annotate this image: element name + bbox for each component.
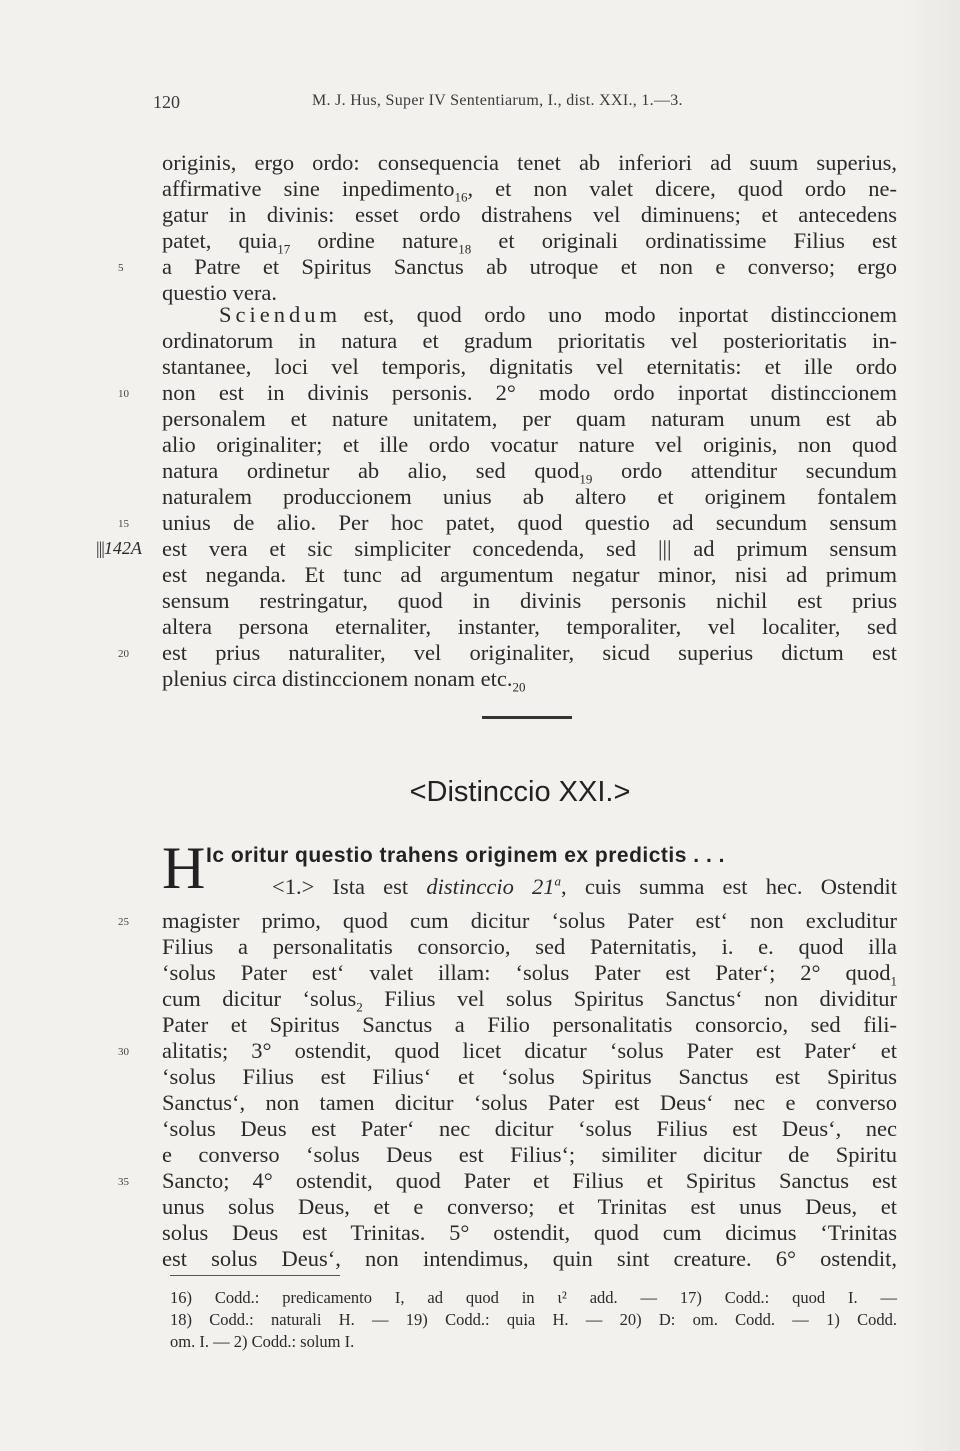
drop-cap: H bbox=[162, 835, 206, 901]
summary-line-1: <1.> Ista est distinccio 21$^a$, cuis summa est hec. Ostendit bbox=[272, 873, 897, 899]
body-line-20: est prius naturaliter, vel originaliter, sicud superius dictum est bbox=[162, 640, 897, 665]
line-number-20: 20 bbox=[118, 648, 129, 660]
footnote-line-1: 16) Codd.: predicamento I, ad quod in ι² add. — 17) Codd.: quod I. — bbox=[170, 1288, 897, 1307]
summary-line-10: ‘solus Deus est Pater‘ nec dicitur ‘solus Filius est Deus‘, nec bbox=[162, 1116, 897, 1141]
line-number-30: 30 bbox=[118, 1046, 129, 1058]
body-line-18: sensum restringatur, quod in divinis personis nichil est prius bbox=[162, 588, 897, 613]
page-edge-shadow bbox=[900, 0, 960, 1451]
running-head: M. J. Hus, Super IV Sententiarum, I., dist. XXI., 1.—3. bbox=[312, 92, 683, 109]
summary-line-5: cum dicitur ‘solus$_2$ Filius vel solus Spiritus Sanctus‘ non dividitur bbox=[162, 986, 897, 1015]
footnote-line-3: om. I. — 2) Codd.: solum I. bbox=[170, 1332, 355, 1351]
summary-line-6: Pater et Spiritus Sanctus a Filio personalitatis consorcio, sed fili- bbox=[162, 1012, 897, 1037]
body-line-14: naturalem produccionem unius ab altero et originem fontalem bbox=[162, 484, 897, 509]
summary-line-11: e converso ‘solus Deus est Filius‘; similiter dicitur de Spiritu bbox=[162, 1142, 897, 1167]
summary-line-15: est solus Deus‘, non intendimus, quin sint creature. 6° ostendit, bbox=[162, 1246, 897, 1271]
body-line-6: questio vera. bbox=[162, 280, 277, 305]
summary-line-4: ‘solus Pater est‘ valet illam: ‘solus Pater est Pater‘; 2° quod$_1$ bbox=[162, 960, 897, 989]
body-line-8: ordinatorum in natura et gradum prioritatis vel posterioritatis in- bbox=[162, 328, 897, 353]
section-divider bbox=[482, 716, 572, 719]
line-number-10: 10 bbox=[118, 388, 129, 400]
summary-line-14: solus Deus est Trinitas. 5° ostendit, quod cum dicimus ‘Trinitas bbox=[162, 1220, 897, 1245]
page-number: 120 bbox=[153, 92, 180, 112]
page-header bbox=[0, 86, 960, 116]
body-line-2: affirmative sine inpedimento$_{16}$, et non valet dicere, quod ordo ne- bbox=[162, 176, 897, 205]
incipit-text: Ic oritur questio trahens originem ex predictis . . . bbox=[206, 844, 725, 867]
summary-line-13: unus solus Deus, et e converso; et Trinitas est unus Deus, et bbox=[162, 1194, 897, 1219]
body-line-16: est vera et sic simpliciter concedenda, sed ||| ad primum sensum bbox=[162, 536, 897, 561]
footnote-rule bbox=[170, 1275, 340, 1276]
section-title: <Distinccio XXI.> bbox=[409, 776, 631, 808]
body-line-7: Sciendum est, quod ordo uno modo inportat distinccionem bbox=[219, 302, 897, 327]
body-line-15: unius de alio. Per hoc patet, quod questio ad secundum sensum bbox=[162, 510, 897, 535]
body-line-3: gatur in divinis: esset ordo distrahens vel diminuens; et antecedens bbox=[162, 202, 897, 227]
body-line-4: patet, quia$_{17}$ ordine nature$_{18}$ et originali ordinatissime Filius est bbox=[162, 228, 898, 257]
body-line-17: est neganda. Et tunc ad argumentum negatur minor, nisi ad primum bbox=[162, 562, 897, 587]
body-line-12: alio originaliter; et ille ordo vocatur nature vel originis, non quod bbox=[162, 432, 897, 457]
summary-line-3: Filius a personalitatis consorcio, sed Paternitatis, i. e. quod illa bbox=[162, 934, 897, 959]
line-number-5: 5 bbox=[118, 262, 124, 274]
body-line-5: a Patre et Spiritus Sanctus ab utroque et non e converso; ergo bbox=[162, 254, 897, 279]
line-number-15: 15 bbox=[118, 518, 129, 530]
footnote-line-2: 18) Codd.: naturali H. — 19) Codd.: quia H. — 20) D: om. Codd. — 1) Codd. bbox=[170, 1310, 897, 1329]
body-line-11: personalem et nature unitatem, per quam naturam unum est ab bbox=[162, 406, 897, 431]
summary-line-7: alitatis; 3° ostendit, quod licet dicatur ‘solus Pater est Pater‘ et bbox=[162, 1038, 897, 1063]
body-line-21: plenius circa distinccionem nonam $etc._{20}$ bbox=[162, 666, 526, 695]
margin-folio-ref: |||142A bbox=[96, 538, 142, 558]
line-number-25: 25 bbox=[118, 916, 129, 928]
body-line-10: non est in divinis personis. 2° modo ordo inportat distinccionem bbox=[162, 380, 897, 405]
line-number-35: 35 bbox=[118, 1176, 129, 1188]
summary-line-2: magister primo, quod cum dicitur ‘solus Pater est‘ non excluditur bbox=[162, 908, 897, 933]
summary-line-9: Sanctus‘, non tamen dicitur ‘solus Pater est Deus‘ nec e converso bbox=[162, 1090, 897, 1115]
body-line-13: natura ordinetur ab alio, sed quod$_{19}$ ordo attenditur secundum bbox=[162, 458, 897, 487]
body-line-9: stantanee, loci vel temporis, dignitatis vel eternitatis: et ille ordo bbox=[162, 354, 897, 379]
body-line-1: originis, ergo ordo: consequencia tenet ab inferiori ad suum superius, bbox=[162, 150, 897, 175]
body-line-19: altera persona eternaliter, instanter, temporaliter, vel localiter, sed bbox=[162, 614, 897, 639]
summary-line-8: ‘solus Filius est Filius‘ et ‘solus Spiritus Sanctus est Spiritus bbox=[162, 1064, 897, 1089]
summary-line-12: Sancto; 4° ostendit, quod Pater et Filius et Spiritus Sanctus est bbox=[162, 1168, 897, 1193]
